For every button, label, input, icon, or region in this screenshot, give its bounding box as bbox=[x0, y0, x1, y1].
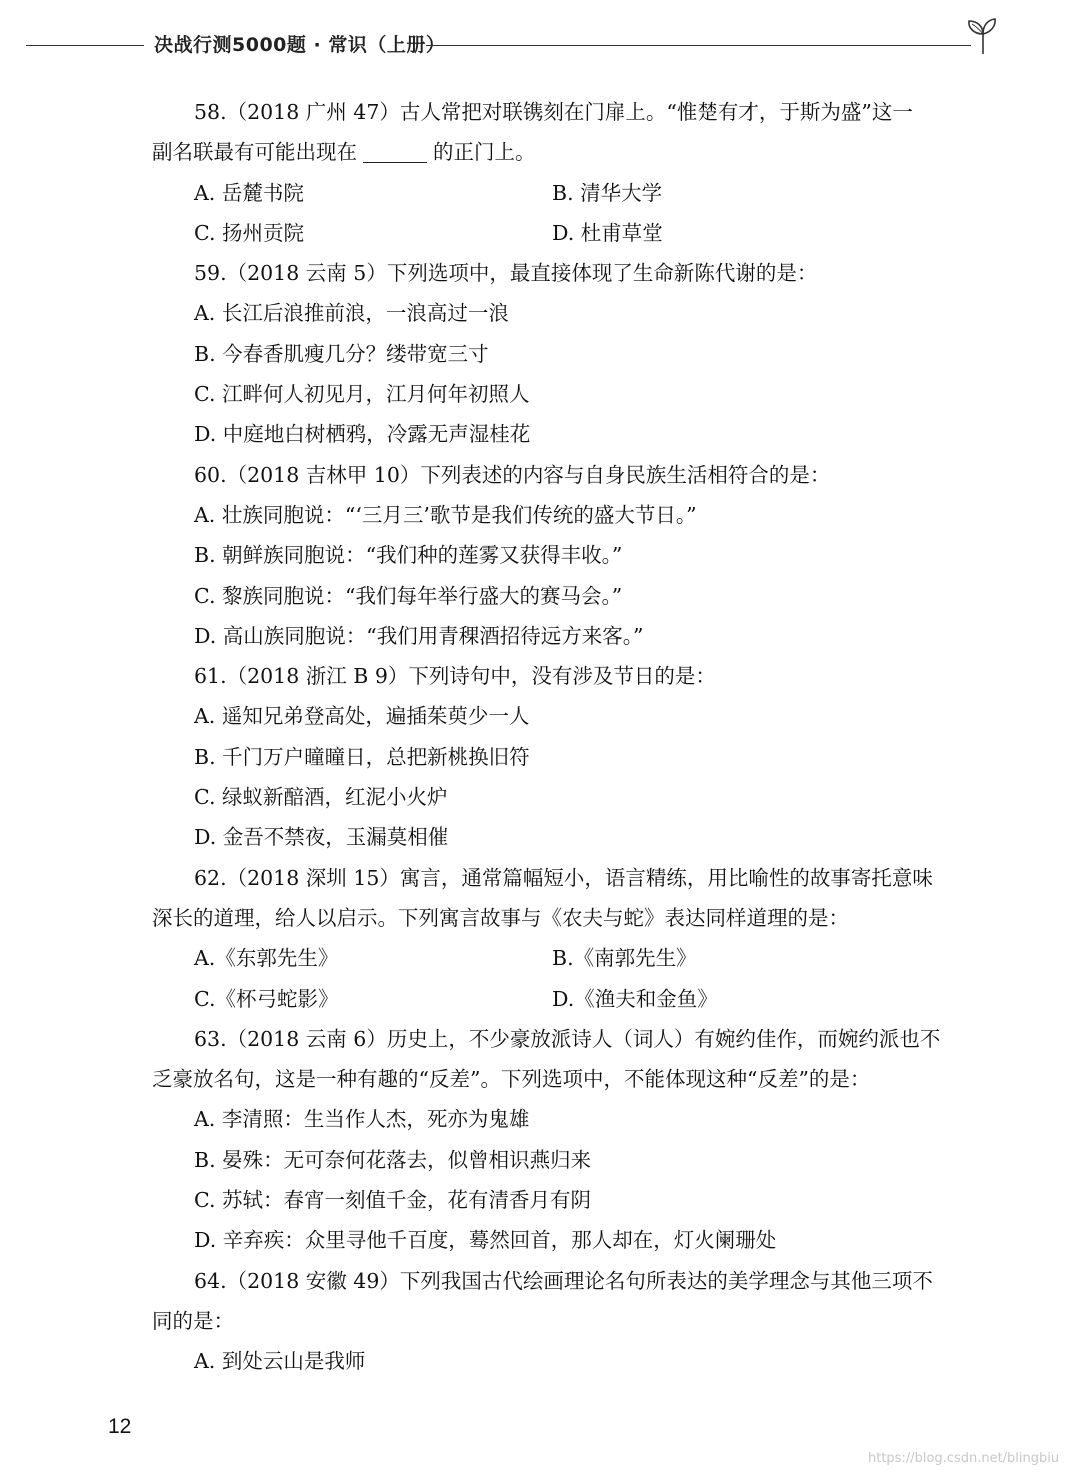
page-number: 12 bbox=[108, 1415, 132, 1438]
option-a: A. 遥知兄弟登高处，遍插茱萸少一人 bbox=[194, 704, 530, 729]
option-row bbox=[152, 213, 970, 253]
option-b: B. 千门万户曈曈日，总把新桃换旧符 bbox=[194, 744, 530, 769]
question-58-stem-part2: 的正门上。 bbox=[433, 140, 536, 165]
option-b: B. 朝鲜族同胞说：“我们种的莲雾又获得丰收。” bbox=[194, 543, 623, 568]
question-63-stem: 63.（2018 云南 6）历史上，不少豪放派诗人（词人）有婉约佳作，而婉约派也不 bbox=[194, 1026, 941, 1051]
header-rule-left bbox=[26, 45, 144, 46]
option-c: C. 江畔何人初见月，江月何年初照人 bbox=[194, 382, 530, 407]
option-d: D. 中庭地白树栖鸦，冷露无声湿桂花 bbox=[194, 422, 531, 447]
option-c: C. 扬州贡院 bbox=[194, 220, 304, 245]
question-58-stem: 58.（2018 广州 47）古人常把对联镌刻在门扉上。“惟楚有才，于斯为盛”这一 bbox=[194, 100, 913, 124]
question-60-stem: 60.（2018 吉林甲 10）下列表述的内容与自身民族生活相符合的是： bbox=[194, 462, 831, 487]
header-rule-right bbox=[426, 45, 971, 46]
watermark: https://blog.csdn.net/blingbiu bbox=[868, 1451, 1060, 1466]
question-63-stem-cont: 乏豪放名句，这是一种有趣的“反差”。下列选项中，不能体现这种“反差”的是： bbox=[152, 1067, 871, 1092]
option-a: A. 长江后浪推前浪，一浪高过一浪 bbox=[194, 301, 509, 326]
book-title: 决战行测5000题 · 常识（上册） bbox=[154, 34, 446, 56]
question-59-stem: 59.（2018 云南 5）下列选项中，最直接体现了生命新陈代谢的是： bbox=[194, 261, 818, 286]
option-b: B. 清华大学 bbox=[552, 180, 663, 205]
option-row bbox=[152, 938, 970, 978]
option-c: C. 黎族同胞说：“我们每年举行盛大的赛马会。” bbox=[194, 583, 623, 608]
option-d: D. 辛弃疾：众里寻他千百度，蓦然回首，那人却在，灯火阑珊处 bbox=[194, 1228, 777, 1253]
answer-blank bbox=[363, 138, 427, 163]
question-58-stem-cont bbox=[152, 132, 970, 172]
option-c: C. 苏轼：春宵一刻值千金，花有清香月有阴 bbox=[194, 1188, 591, 1213]
option-d: D. 高山族同胞说：“我们用青稞酒招待远方来客。” bbox=[194, 623, 644, 648]
option-d: D. 金吾不禁夜，玉漏莫相催 bbox=[194, 825, 449, 850]
option-row bbox=[152, 979, 970, 1019]
option-b: B. 晏殊：无可奈何花落去，似曾相识燕归来 bbox=[194, 1147, 592, 1172]
question-62-stem: 62.（2018 深圳 15）寓言，通常篇幅短小，语言精练，用比喻性的故事寄托意味 bbox=[194, 865, 933, 890]
question-61-stem: 61.（2018 浙江 B 9）下列诗句中，没有涉及节日的是： bbox=[194, 664, 716, 689]
question-58-stem-part1: 副名联最有可能出现在 bbox=[152, 140, 357, 165]
option-b: B. 今春香肌瘦几分？缕带宽三寸 bbox=[194, 341, 489, 366]
option-c: C. 绿蚁新醅酒，红泥小火炉 bbox=[194, 785, 448, 810]
question-list bbox=[152, 92, 970, 1382]
question-64-stem: 64.（2018 安徽 49）下列我国古代绘画理论名句所表达的美学理念与其他三项不 bbox=[194, 1268, 933, 1293]
option-a: A. 到处云山是我师 bbox=[194, 1349, 366, 1374]
option-a: A.《东郭先生》 bbox=[194, 946, 339, 971]
option-d: D. 杜甫草堂 bbox=[552, 220, 663, 245]
option-row bbox=[152, 173, 970, 213]
option-c: C.《杯弓蛇影》 bbox=[194, 986, 339, 1011]
option-a: A. 壮族同胞说：“‘三月三’歌节是我们传统的盛大节日。” bbox=[194, 502, 697, 527]
option-a: A. 岳麓书院 bbox=[194, 180, 304, 205]
option-d: D.《渔夫和金鱼》 bbox=[552, 986, 718, 1011]
sprout-icon bbox=[962, 16, 1004, 56]
option-b: B.《南郭先生》 bbox=[552, 946, 697, 971]
page-header bbox=[26, 30, 1026, 64]
option-a: A. 李清照：生当作人杰，死亦为鬼雄 bbox=[194, 1107, 530, 1132]
question-64-stem-cont: 同的是： bbox=[152, 1308, 234, 1333]
question-62-stem-cont: 深长的道理，给人以启示。下列寓言故事与《农夫与蛇》表达同样道理的是： bbox=[152, 905, 849, 930]
